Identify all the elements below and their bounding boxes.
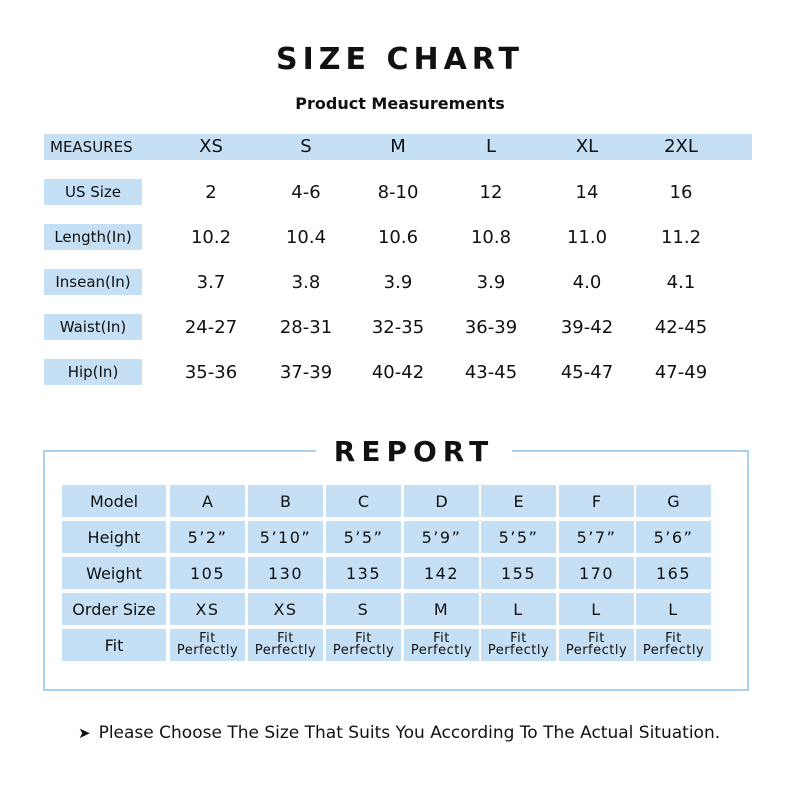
report-cell: 5’6” xyxy=(636,521,711,553)
size-cell: 10.6 xyxy=(377,227,419,248)
report-cell: G xyxy=(636,485,711,517)
size-cell: 12 xyxy=(479,182,503,203)
size-cell: 11.2 xyxy=(660,227,702,248)
report-cell: L xyxy=(636,593,711,625)
report-fit-cell xyxy=(248,629,323,661)
report-title: REPORT xyxy=(316,432,512,472)
report-cell: 5’10” xyxy=(248,521,323,553)
report-cell: S xyxy=(326,593,401,625)
report-cell: L xyxy=(559,593,634,625)
size-row-label: US Size xyxy=(44,179,142,205)
report-cell: M xyxy=(404,593,479,625)
report-fit-cell xyxy=(326,629,401,661)
report-cell: A xyxy=(170,485,245,517)
size-header-s: S xyxy=(300,136,312,157)
size-cell: 10.4 xyxy=(285,227,327,248)
size-cell: 32-35 xyxy=(371,317,425,338)
fit-line1: Fit xyxy=(355,631,372,646)
fit-line1: Fit xyxy=(199,631,216,646)
report-row-label: Height xyxy=(62,521,166,553)
report-cell: 142 xyxy=(404,557,479,589)
report-fit-cell xyxy=(481,629,556,661)
report-cell: 5’7” xyxy=(559,521,634,553)
report-cell: 155 xyxy=(481,557,556,589)
size-cell: 2 xyxy=(205,182,217,203)
size-row-label: Length(In) xyxy=(44,224,142,250)
fit-line2: Perfectly xyxy=(332,643,395,658)
size-cell: 4.1 xyxy=(666,272,696,293)
size-row-label: Waist(In) xyxy=(44,314,142,340)
fit-line2: Perfectly xyxy=(565,643,628,658)
size-cell: 4.0 xyxy=(572,272,602,293)
report-cell: F xyxy=(559,485,634,517)
size-cell: 10.2 xyxy=(190,227,232,248)
size-cell: 43-45 xyxy=(464,362,518,383)
size-header-m: M xyxy=(390,136,406,157)
fit-line1: Fit xyxy=(277,631,294,646)
fit-line2: Perfectly xyxy=(487,643,550,658)
report-row-label-fit: Fit xyxy=(62,629,166,661)
size-row-label: Insean(In) xyxy=(44,269,142,295)
page-title: SIZE CHART xyxy=(275,42,525,77)
size-cell: 8-10 xyxy=(377,182,419,203)
size-cell: 3.7 xyxy=(196,272,226,293)
size-cell: 3.8 xyxy=(291,272,321,293)
fit-line1: Fit xyxy=(433,631,450,646)
report-cell: C xyxy=(326,485,401,517)
report-cell: 5’2” xyxy=(170,521,245,553)
size-cell: 42-45 xyxy=(654,317,708,338)
report-fit-cell xyxy=(636,629,711,661)
size-cell: 36-39 xyxy=(464,317,518,338)
report-cell: XS xyxy=(248,593,323,625)
fit-line1: Fit xyxy=(588,631,605,646)
size-header-xl: XL xyxy=(575,136,599,157)
size-header-xs: XS xyxy=(199,136,223,157)
size-cell: 11.0 xyxy=(566,227,608,248)
size-cell: 4-6 xyxy=(291,182,321,203)
report-cell: E xyxy=(481,485,556,517)
size-header-l: L xyxy=(485,136,497,157)
fit-line1: Fit xyxy=(510,631,527,646)
size-cell: 3.9 xyxy=(383,272,413,293)
report-cell: 135 xyxy=(326,557,401,589)
size-cell: 14 xyxy=(575,182,599,203)
report-fit-cell xyxy=(559,629,634,661)
size-note xyxy=(78,720,720,746)
report-row-label: Weight xyxy=(62,557,166,589)
size-cell: 28-31 xyxy=(279,317,333,338)
fit-line2: Perfectly xyxy=(176,643,239,658)
size-cell: 47-49 xyxy=(654,362,708,383)
size-cell: 10.8 xyxy=(470,227,512,248)
report-cell: 165 xyxy=(636,557,711,589)
size-row-label: Hip(In) xyxy=(44,359,142,385)
report-row-label: Order Size xyxy=(62,593,166,625)
report-row-label: Model xyxy=(62,485,166,517)
report-fit-cell xyxy=(404,629,479,661)
report-cell: L xyxy=(481,593,556,625)
report-cell: XS xyxy=(170,593,245,625)
note-text: Please Choose The Size That Suits You According To The Actual Situation. xyxy=(98,723,721,743)
fit-line2: Perfectly xyxy=(642,643,705,658)
size-cell: 45-47 xyxy=(560,362,614,383)
report-cell: 170 xyxy=(559,557,634,589)
size-cell: 39-42 xyxy=(560,317,614,338)
size-cell: 3.9 xyxy=(476,272,506,293)
fit-line2: Perfectly xyxy=(254,643,317,658)
fit-line1: Fit xyxy=(665,631,682,646)
fit-line2: Perfectly xyxy=(410,643,473,658)
page-subtitle: Product Measurements xyxy=(295,94,505,113)
report-cell: 5’9” xyxy=(404,521,479,553)
size-cell: 37-39 xyxy=(279,362,333,383)
arrow-right-icon: ➤ xyxy=(78,724,91,742)
report-fit-cell xyxy=(170,629,245,661)
measures-label: MEASURES xyxy=(50,138,133,156)
size-header-2xl: 2XL xyxy=(664,136,698,157)
size-cell: 35-36 xyxy=(184,362,238,383)
report-cell: 5’5” xyxy=(481,521,556,553)
report-cell: 5’5” xyxy=(326,521,401,553)
size-cell: 16 xyxy=(669,182,693,203)
size-cell: 40-42 xyxy=(371,362,425,383)
report-cell: B xyxy=(248,485,323,517)
size-cell: 24-27 xyxy=(184,317,238,338)
report-cell: D xyxy=(404,485,479,517)
report-cell: 105 xyxy=(170,557,245,589)
report-cell: 130 xyxy=(248,557,323,589)
